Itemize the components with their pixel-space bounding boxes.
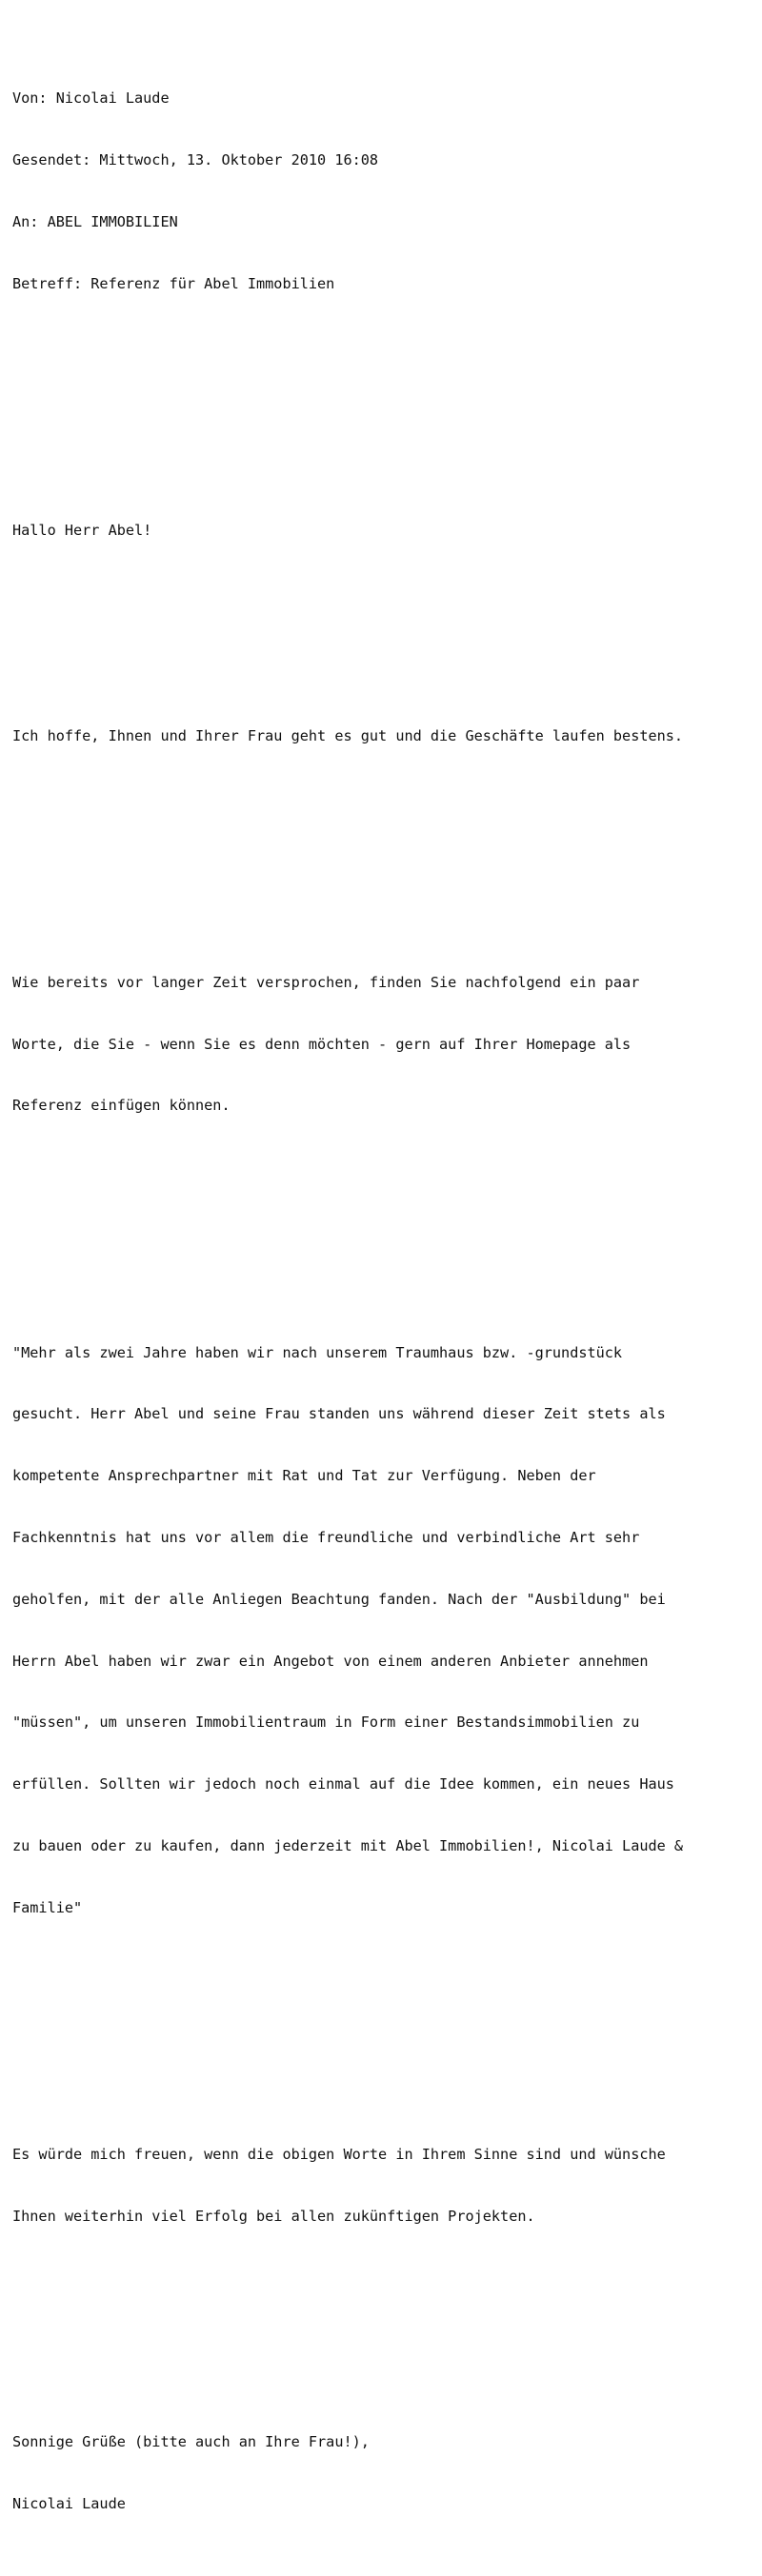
quote-line: zu bauen oder zu kaufen, dann jederzeit mit Abel Immobilien!, Nicolai Laude & — [12, 1836, 684, 1854]
spacer — [12, 2021, 751, 2042]
paragraph-line: Wie bereits vor langer Zeit versprochen, finden Sie nachfolgend ein paar — [12, 973, 640, 991]
spacer — [12, 1219, 751, 1240]
quote-line: Familie" — [12, 1898, 83, 1916]
paragraph-line: Es würde mich freuen, wenn die obigen Worte in Ihrem Sinne sind und wünsche — [12, 2145, 666, 2163]
recipient-line: An: ABEL IMMOBILIEN — [12, 212, 178, 230]
paragraph-line: Worte, die Sie - wenn Sie es denn möchten - gern auf Ihrer Homepage als — [12, 1035, 632, 1053]
quote-line: erfüllen. Sollten wir jedoch noch einmal auf die Idee kommen, ein neues Haus — [12, 1775, 674, 1793]
spacer — [12, 2329, 751, 2370]
email-body — [12, 480, 751, 2556]
email-header — [12, 48, 751, 335]
intro-paragraph — [12, 685, 751, 788]
reference-quote — [12, 1301, 751, 1959]
paragraph-line: Ihnen weiterhin viel Erfolg bei allen zukünftigen Projekten. — [12, 2207, 535, 2225]
signature-line: Nicolai Laude — [12, 2494, 126, 2512]
spacer — [12, 397, 751, 418]
spacer — [12, 849, 751, 870]
sender-line: Von: Nicolai Laude — [12, 89, 170, 108]
quote-line: "müssen", um unseren Immobilientraum in Form einer Bestandsimmobilien zu — [12, 1714, 640, 1732]
quote-line: geholfen, mit der alle Anliegen Beachtung fanden. Nach der "Ausbildung" bei — [12, 1590, 666, 1608]
subject-line: Betreff: Referenz für Abel Immobilien — [12, 274, 335, 292]
quote-line: "Mehr als zwei Jahre haben wir nach unserem Traumhaus bzw. -grundstück — [12, 1343, 623, 1361]
closing-line: Sonnige Grüße (bitte auch an Ihre Frau!), — [12, 2433, 370, 2451]
paragraph-line: Ich hoffe, Ihnen und Ihrer Frau geht es gut und die Geschäfte laufen bestens. — [12, 726, 684, 744]
closing-paragraph — [12, 2104, 751, 2269]
spacer — [12, 603, 751, 624]
promise-paragraph — [12, 932, 751, 1159]
paragraph-line: Referenz einfügen können. — [12, 1097, 231, 1115]
quote-line: gesucht. Herr Abel und seine Frau standen uns während dieser Zeit stets als — [12, 1405, 666, 1423]
quote-line: Fachkenntnis hat uns vor allem die freundliche und verbindliche Art sehr — [12, 1528, 640, 1546]
greeting-line: Hallo Herr Abel! — [12, 521, 152, 539]
quote-line: Herrn Abel haben wir zwar ein Angebot von einem anderen Anbieter annehmen — [12, 1652, 649, 1670]
sent-date-line: Gesendet: Mittwoch, 13. Oktober 2010 16:08 — [12, 151, 379, 169]
quote-line: kompetente Ansprechpartner mit Rat und Tat zur Verfügung. Neben der — [12, 1467, 596, 1485]
